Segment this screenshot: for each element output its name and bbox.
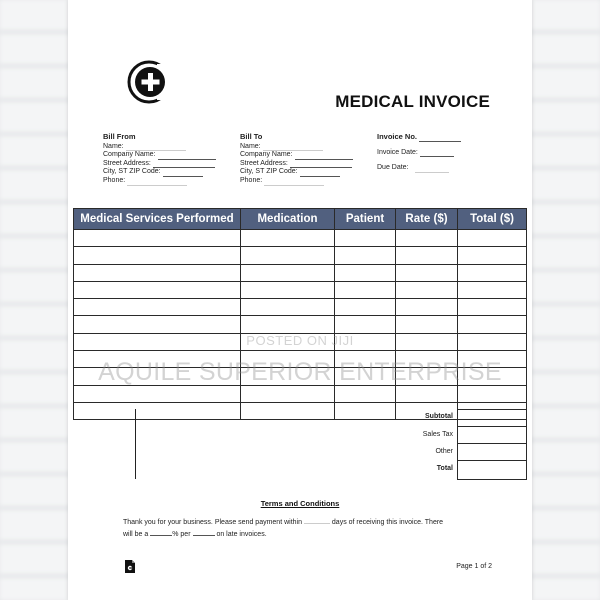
- table-cell[interactable]: [335, 281, 396, 298]
- table-cell[interactable]: [335, 385, 396, 402]
- bill-to-heading: Bill To: [240, 132, 263, 141]
- table-cell[interactable]: [396, 230, 458, 247]
- bill-to-street-label: Street Address:: [240, 159, 288, 167]
- table-row: [74, 247, 527, 264]
- total-label: Total: [436, 465, 453, 472]
- table-cell[interactable]: [241, 402, 335, 419]
- terms-title: Terms and Conditions: [260, 499, 340, 508]
- table-cell[interactable]: [74, 230, 241, 247]
- bill-to-company-label: Company Name:: [240, 151, 293, 159]
- bill-to-phone-field[interactable]: [264, 178, 324, 186]
- invoice-no-label: Invoice No.: [377, 132, 418, 141]
- table-cell[interactable]: [396, 299, 458, 316]
- sales-tax-field[interactable]: [457, 426, 527, 443]
- services-table: [73, 208, 527, 420]
- table-cell[interactable]: [241, 281, 335, 298]
- subtotal-field[interactable]: [457, 409, 527, 426]
- invoice-info-section: [377, 133, 461, 173]
- table-cell[interactable]: [396, 316, 458, 333]
- table-cell[interactable]: [458, 333, 527, 350]
- watermark-line-2: AQUILE SUPERIOR ENTERPRISE: [98, 358, 502, 386]
- bill-from-section: [103, 133, 216, 186]
- table-cell[interactable]: [458, 281, 527, 298]
- page-number: Page 1 of 2: [456, 563, 492, 570]
- bill-from-city-field[interactable]: [163, 169, 203, 177]
- table-cell[interactable]: [241, 264, 335, 281]
- table-cell[interactable]: [241, 230, 335, 247]
- document-icon: [125, 560, 135, 573]
- terms-period-field[interactable]: [193, 528, 215, 536]
- table-cell[interactable]: [396, 264, 458, 281]
- table-cell[interactable]: [241, 247, 335, 264]
- bill-from-heading: Bill From: [103, 132, 136, 141]
- column-header-total: Total ($): [458, 209, 527, 230]
- bill-to-city-label: City, ST ZIP Code:: [240, 168, 298, 176]
- column-header-medication: Medication: [241, 209, 335, 230]
- bill-to-section: [240, 133, 353, 186]
- invoice-no-field[interactable]: [419, 134, 461, 142]
- table-cell[interactable]: [335, 230, 396, 247]
- table-cell[interactable]: [458, 247, 527, 264]
- terms-text-part-3: will be a: [123, 531, 149, 538]
- column-header-services: Medical Services Performed: [74, 209, 241, 230]
- table-cell[interactable]: [74, 299, 241, 316]
- table-row: [74, 230, 527, 247]
- invoice-date-field[interactable]: [420, 149, 454, 157]
- bill-to-city-field[interactable]: [300, 169, 340, 177]
- invoice-title: MEDICAL INVOICE: [335, 92, 490, 111]
- table-cell[interactable]: [74, 264, 241, 281]
- table-row: [74, 316, 527, 333]
- other-field[interactable]: [457, 443, 527, 460]
- terms-text-part-2: days of receiving this invoice. There: [331, 519, 444, 526]
- table-cell[interactable]: [74, 385, 241, 402]
- bill-from-company-field[interactable]: [158, 152, 216, 160]
- bill-from-phone-label: Phone:: [103, 176, 126, 184]
- table-row: [74, 264, 527, 281]
- table-cell[interactable]: [74, 316, 241, 333]
- table-cell[interactable]: [458, 230, 527, 247]
- table-cell[interactable]: [335, 316, 396, 333]
- column-header-rate: Rate ($): [396, 209, 458, 230]
- medical-cross-logo-icon: [123, 55, 177, 109]
- bill-to-street-field[interactable]: [290, 160, 352, 168]
- table-row: [74, 299, 527, 316]
- sales-tax-label: Sales Tax: [422, 431, 453, 438]
- table-cell[interactable]: [458, 385, 527, 402]
- terms-text-part-1: Thank you for your business. Please send payment within: [123, 519, 302, 526]
- bill-to-phone-label: Phone:: [240, 176, 263, 184]
- terms-text-part-5: on late invoices.: [216, 531, 267, 538]
- table-cell[interactable]: [74, 281, 241, 298]
- table-cell[interactable]: [335, 264, 396, 281]
- bill-from-name-label: Name:: [103, 142, 124, 150]
- invoice-date-label: Invoice Date:: [377, 148, 418, 156]
- due-date-field[interactable]: [415, 165, 449, 173]
- table-cell[interactable]: [396, 281, 458, 298]
- table-cell[interactable]: [335, 247, 396, 264]
- table-cell[interactable]: [458, 316, 527, 333]
- table-cell[interactable]: [458, 299, 527, 316]
- background-left-blur: [0, 0, 70, 600]
- bill-from-street-field[interactable]: [153, 160, 215, 168]
- subtotal-label: Subtotal: [425, 413, 453, 420]
- terms-text-part-4: % per: [172, 531, 191, 538]
- table-cell[interactable]: [396, 247, 458, 264]
- table-row: [74, 281, 527, 298]
- other-label: Other: [435, 448, 453, 455]
- table-cell[interactable]: [241, 299, 335, 316]
- table-cell[interactable]: [335, 299, 396, 316]
- table-cell[interactable]: [74, 402, 241, 419]
- table-cell[interactable]: [241, 316, 335, 333]
- background-right-blur: [530, 0, 600, 600]
- bill-to-name-label: Name:: [240, 142, 261, 150]
- column-header-patient: Patient: [335, 209, 396, 230]
- table-row: [74, 385, 527, 402]
- bill-to-name-field[interactable]: [263, 143, 323, 151]
- watermark-line-1: POSTED ON JIJI: [246, 333, 354, 348]
- table-cell[interactable]: [241, 385, 335, 402]
- bill-from-company-label: Company Name:: [103, 151, 156, 159]
- terms-text: [123, 516, 483, 540]
- bill-from-phone-field[interactable]: [127, 178, 187, 186]
- total-field[interactable]: [457, 460, 527, 480]
- bill-from-city-label: City, ST ZIP Code:: [103, 168, 161, 176]
- table-cell[interactable]: [458, 264, 527, 281]
- table-cell[interactable]: [74, 247, 241, 264]
- table-cell[interactable]: [396, 385, 458, 402]
- bill-from-street-label: Street Address:: [103, 159, 151, 167]
- table-header-row: [74, 209, 527, 230]
- bill-to-company-field[interactable]: [295, 152, 353, 160]
- due-date-label: Due Date:: [377, 164, 409, 172]
- summary-divider-line: [135, 409, 136, 479]
- terms-percent-field[interactable]: [150, 528, 172, 536]
- terms-days-field[interactable]: [304, 516, 330, 524]
- table-body: [74, 230, 527, 420]
- bill-from-name-field[interactable]: [126, 143, 186, 151]
